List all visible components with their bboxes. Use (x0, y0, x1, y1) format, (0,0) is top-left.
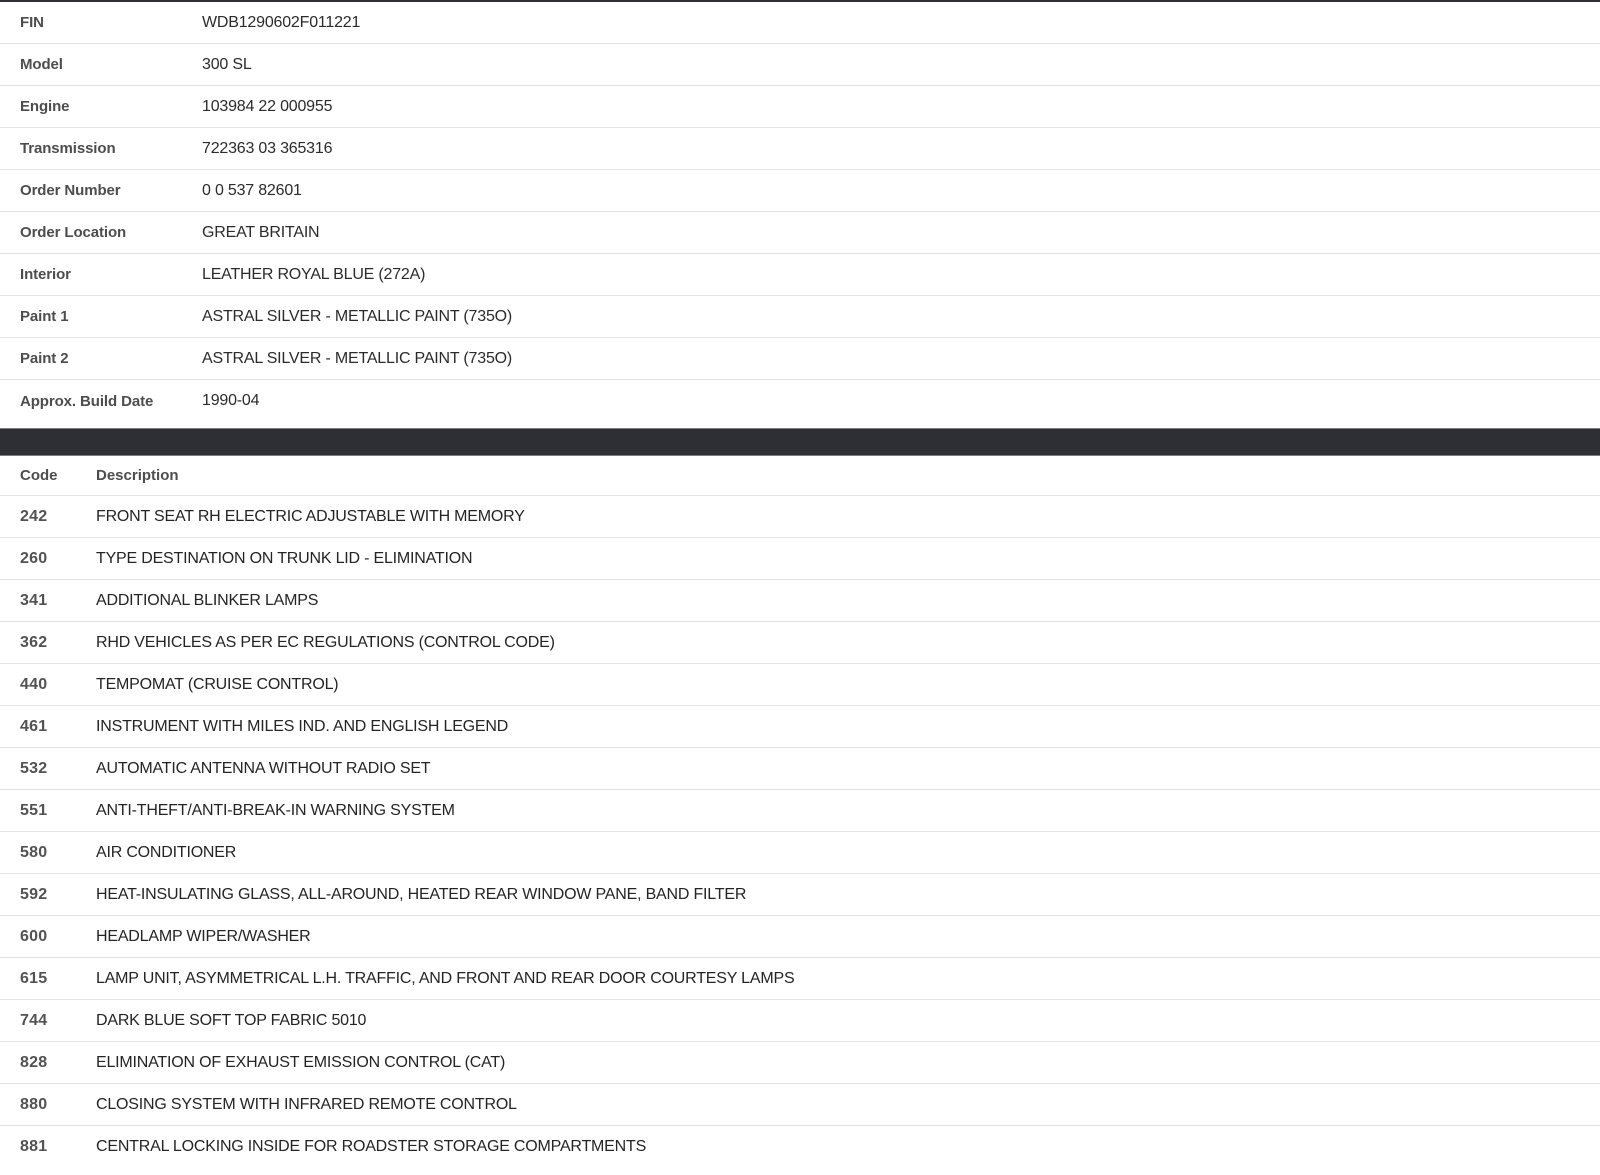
info-row (0, 338, 1600, 380)
info-row-label: Order Number (20, 182, 121, 199)
info-row (0, 128, 1600, 170)
info-row-value: LEATHER ROYAL BLUE (272A) (202, 265, 426, 283)
info-row (0, 170, 1600, 212)
option-description: ANTI-THEFT/ANTI-BREAK-IN WARNING SYSTEM (96, 801, 455, 819)
info-row-label: Paint 1 (20, 308, 69, 325)
info-row-value: ASTRAL SILVER - METALLIC PAINT (735O) (202, 349, 513, 367)
info-row (0, 380, 1600, 422)
option-description: INSTRUMENT WITH MILES IND. AND ENGLISH LEGEND (96, 717, 509, 735)
info-row-value: 300 SL (202, 55, 252, 73)
table-row (0, 1042, 1600, 1084)
info-row-value: WDB1290602F011221 (202, 13, 361, 31)
option-description: HEAT-INSULATING GLASS, ALL-AROUND, HEATED REAR WINDOW PANE, BAND FILTER (96, 885, 747, 903)
option-code: 532 (20, 759, 48, 777)
info-row (0, 86, 1600, 128)
option-code: 440 (20, 675, 48, 693)
equipment-codes-table (0, 456, 1600, 1168)
info-row-label: Order Location (20, 224, 127, 241)
option-description: FRONT SEAT RH ELECTRIC ADJUSTABLE WITH MEMORY (96, 507, 525, 525)
vehicle-info-table (0, 2, 1600, 422)
info-row-label: Paint 2 (20, 350, 69, 367)
option-code: 881 (20, 1138, 48, 1155)
option-description: TYPE DESTINATION ON TRUNK LID - ELIMINATION (96, 549, 473, 567)
option-description: DARK BLUE SOFT TOP FABRIC 5010 (96, 1011, 367, 1029)
option-description: HEADLAMP WIPER/WASHER (96, 927, 311, 945)
option-code: 341 (20, 591, 48, 609)
option-code: 551 (20, 801, 48, 819)
info-row (0, 254, 1600, 296)
option-code: 461 (20, 717, 48, 735)
table-row (0, 1126, 1600, 1168)
option-description: TEMPOMAT (CRUISE CONTROL) (96, 675, 339, 693)
table-row (0, 496, 1600, 538)
table-row (0, 538, 1600, 580)
table-row (0, 1084, 1600, 1126)
table-row (0, 622, 1600, 664)
table-row (0, 706, 1600, 748)
code-column-header: Code (20, 467, 58, 484)
info-row-label: Model (20, 56, 63, 73)
info-row (0, 212, 1600, 254)
table-header-row (0, 456, 1600, 496)
table-row (0, 1000, 1600, 1042)
info-row-label: Transmission (20, 140, 116, 157)
info-row-label: Approx. Build Date (20, 392, 154, 410)
option-description: LAMP UNIT, ASYMMETRICAL L.H. TRAFFIC, AND FRONT AND REAR DOOR COURTESY LAMPS (96, 969, 795, 987)
info-row-value: ASTRAL SILVER - METALLIC PAINT (735O) (202, 307, 513, 325)
option-code: 580 (20, 843, 48, 861)
info-row-value: GREAT BRITAIN (202, 223, 320, 241)
option-description: RHD VEHICLES AS PER EC REGULATIONS (CONTROL CODE) (96, 633, 555, 651)
info-row-value: 1990-04 (202, 392, 260, 409)
table-row (0, 748, 1600, 790)
info-row (0, 2, 1600, 44)
option-description: AIR CONDITIONER (96, 843, 237, 861)
option-code: 880 (20, 1095, 48, 1113)
info-row-value: 722363 03 365316 (202, 139, 333, 157)
option-description: ADDITIONAL BLINKER LAMPS (96, 591, 319, 609)
option-code: 744 (20, 1011, 48, 1029)
info-row-label: FIN (20, 14, 44, 31)
option-description: ELIMINATION OF EXHAUST EMISSION CONTROL (CAT) (96, 1053, 506, 1071)
equipment-codes-rows (0, 496, 1600, 1168)
info-row (0, 44, 1600, 86)
table-row (0, 790, 1600, 832)
info-row-label: Engine (20, 98, 70, 115)
option-code: 600 (20, 927, 48, 945)
option-description: CENTRAL LOCKING INSIDE FOR ROADSTER STORAGE COMPARTMENTS (96, 1138, 647, 1155)
option-code: 260 (20, 549, 48, 567)
table-row (0, 664, 1600, 706)
section-divider-bar (0, 428, 1600, 456)
info-row-value: 0 0 537 82601 (202, 181, 302, 199)
option-description: CLOSING SYSTEM WITH INFRARED REMOTE CONTROL (96, 1095, 517, 1113)
table-row (0, 832, 1600, 874)
table-row (0, 874, 1600, 916)
info-row-label: Interior (20, 266, 71, 283)
option-code: 362 (20, 633, 48, 651)
info-row (0, 296, 1600, 338)
option-code: 242 (20, 507, 48, 525)
table-row (0, 580, 1600, 622)
table-row (0, 916, 1600, 958)
option-code: 828 (20, 1053, 48, 1071)
description-column-header: Description (96, 467, 179, 484)
option-code: 615 (20, 969, 48, 987)
info-row-value: 103984 22 000955 (202, 97, 333, 115)
option-code: 592 (20, 885, 48, 903)
option-description: AUTOMATIC ANTENNA WITHOUT RADIO SET (96, 759, 431, 777)
table-row (0, 958, 1600, 1000)
